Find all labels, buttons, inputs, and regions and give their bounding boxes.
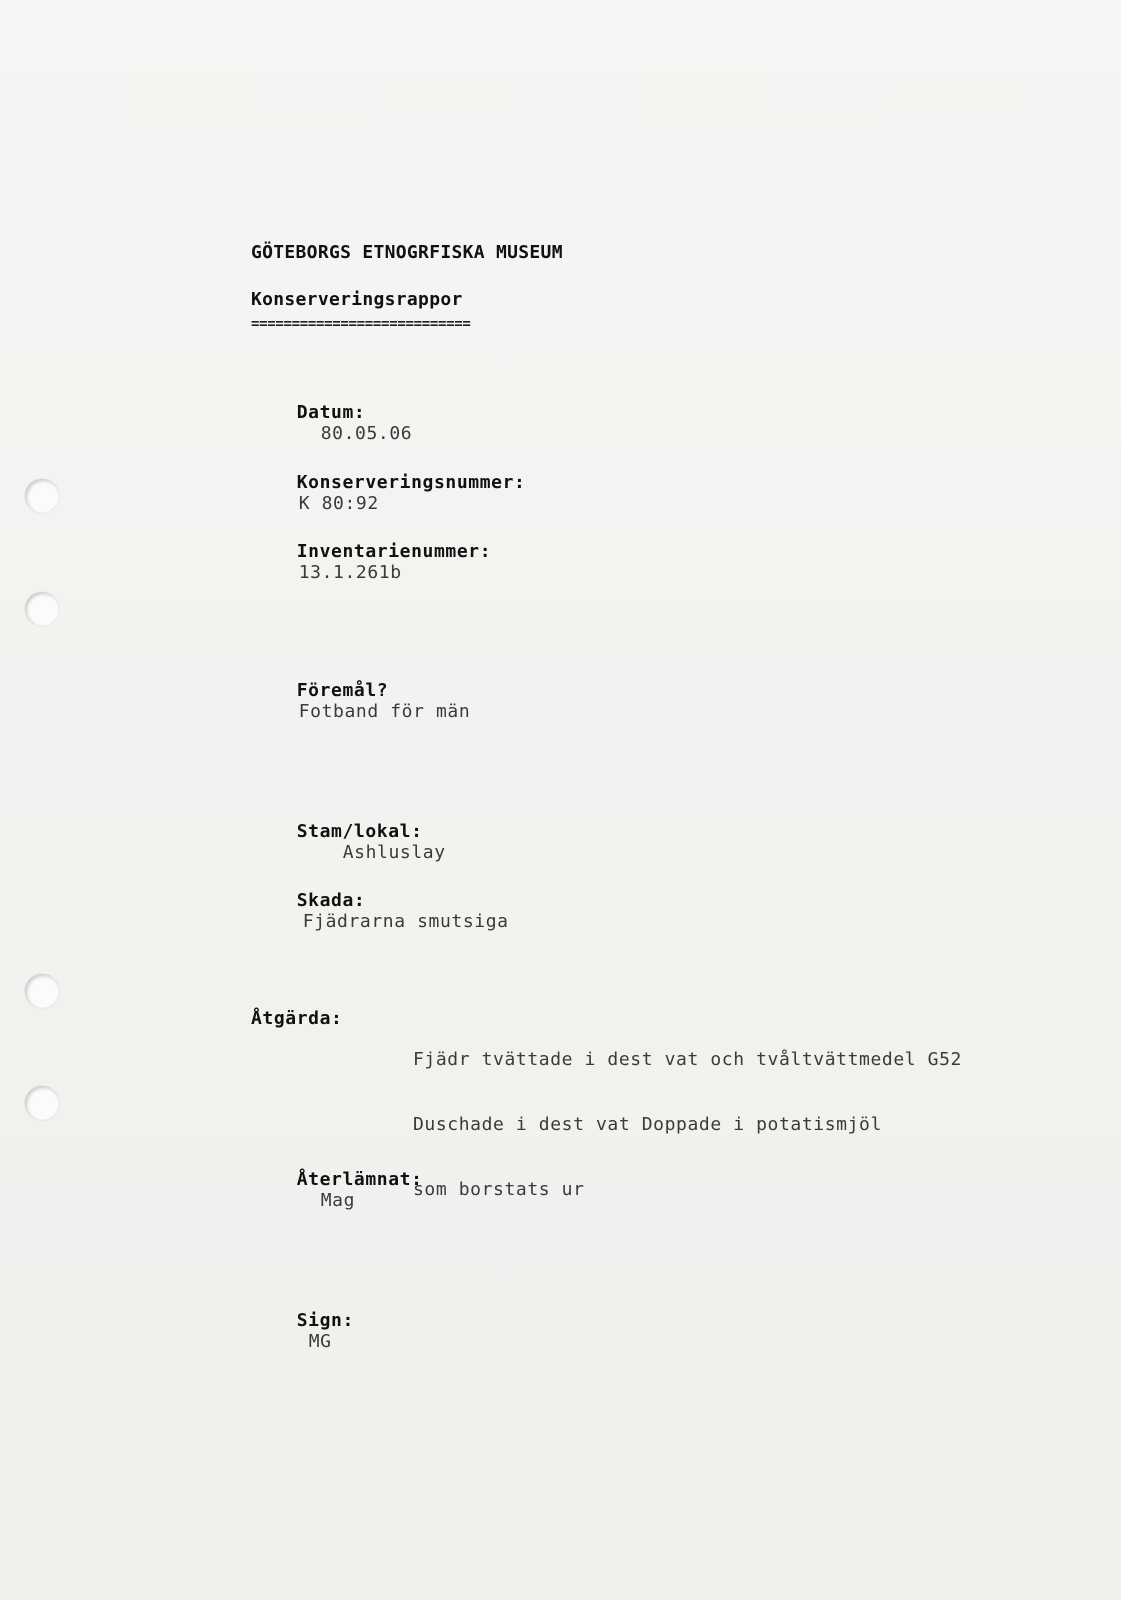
sign-label: Sign: — [296, 1310, 354, 1331]
skada-value: Fjädrarna smutsiga — [302, 911, 509, 932]
datum-value: 80.05.06 — [320, 423, 413, 444]
inventarienummer-label: Inventarienummer: — [296, 541, 492, 562]
inventarienummer-row — [251, 520, 491, 604]
report-title-underline: =========================== — [251, 316, 471, 332]
punch-hole — [25, 592, 59, 626]
atgard-line-3: som borstats ur — [413, 1179, 585, 1200]
punch-hole — [25, 1086, 59, 1120]
aterlamnat-row — [251, 1148, 423, 1232]
stam-lokal-label: Stam/lokal: — [296, 821, 423, 842]
konserveringsnummer-value: K 80:92 — [298, 493, 379, 514]
aterlamnat-value: Mag — [320, 1190, 356, 1211]
stam-lokal-value: Ashluslay — [342, 842, 446, 863]
foremal-row — [251, 659, 470, 743]
atgard-value — [413, 1006, 962, 1243]
inventarienummer-value: 13.1.261b — [298, 562, 402, 583]
atgard-line-1: Fjädr tvättade i dest vat och tvåltvättmedel G52 — [413, 1049, 962, 1070]
punch-hole — [25, 974, 59, 1008]
datum-label: Datum: — [296, 402, 366, 423]
atgard-line-2: Duschade i dest vat Doppade i potatismjöl — [413, 1114, 882, 1135]
aterlamnat-label: Återlämnat: — [296, 1169, 423, 1190]
foremal-label: Föremål? — [296, 680, 389, 701]
sign-value: MG — [308, 1331, 332, 1352]
skada-row — [251, 869, 509, 953]
atgard-label: Åtgärda: — [251, 1008, 343, 1029]
skada-label: Skada: — [296, 890, 366, 911]
museum-name: GÖTEBORGS ETNOGRFISKA MUSEUM — [251, 242, 563, 263]
foremal-value: Fotband för män — [298, 701, 471, 722]
sign-row — [251, 1289, 354, 1373]
report-title: Konserveringsrappor — [251, 289, 463, 310]
punch-hole — [25, 479, 59, 513]
konserveringsnummer-label: Konserveringsnummer: — [296, 472, 526, 493]
